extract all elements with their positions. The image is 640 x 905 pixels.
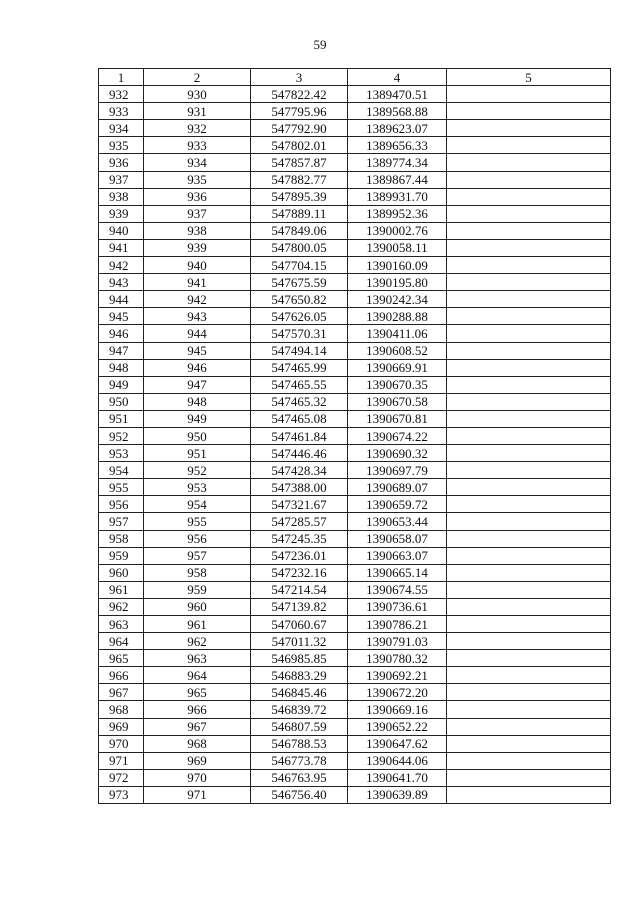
table-cell: 956 <box>99 496 144 513</box>
table-cell <box>447 616 611 633</box>
table-cell: 942 <box>99 257 144 274</box>
table-cell: 1390195.80 <box>348 274 447 291</box>
table-cell <box>447 274 611 291</box>
table-cell: 943 <box>144 308 251 325</box>
table-cell: 1390669.16 <box>348 701 447 718</box>
table-row <box>99 667 611 684</box>
table-cell <box>447 701 611 718</box>
table-cell: 939 <box>144 239 251 256</box>
table-cell <box>447 564 611 581</box>
table-cell <box>447 120 611 137</box>
table-row <box>99 513 611 530</box>
table-row <box>99 274 611 291</box>
table-row <box>99 684 611 701</box>
table-cell: 1389867.44 <box>348 171 447 188</box>
table-cell: 547822.42 <box>251 86 348 103</box>
table-cell: 971 <box>99 752 144 769</box>
table-row <box>99 291 611 308</box>
table-cell: 1389568.88 <box>348 103 447 120</box>
table-cell: 930 <box>144 86 251 103</box>
table-cell <box>447 86 611 103</box>
table-cell: 1390160.09 <box>348 257 447 274</box>
table-cell: 1390647.62 <box>348 735 447 752</box>
table-row <box>99 786 611 803</box>
table-cell: 950 <box>144 427 251 444</box>
table-row <box>99 325 611 342</box>
table-cell: 954 <box>99 462 144 479</box>
table-cell: 546883.29 <box>251 667 348 684</box>
table-cell: 940 <box>144 257 251 274</box>
table-cell: 547285.57 <box>251 513 348 530</box>
table-cell: 1390663.07 <box>348 547 447 564</box>
table-cell: 547139.82 <box>251 598 348 615</box>
table-cell: 957 <box>99 513 144 530</box>
table-row <box>99 342 611 359</box>
table-cell: 967 <box>99 684 144 701</box>
table-cell: 1389774.34 <box>348 154 447 171</box>
table-cell: 952 <box>144 462 251 479</box>
table-cell: 1390002.76 <box>348 222 447 239</box>
table-cell: 959 <box>99 547 144 564</box>
table-cell: 941 <box>144 274 251 291</box>
table-cell <box>447 154 611 171</box>
table-cell <box>447 171 611 188</box>
table-cell: 964 <box>144 667 251 684</box>
table-cell: 944 <box>144 325 251 342</box>
table-row <box>99 103 611 120</box>
table-cell: 934 <box>144 154 251 171</box>
table-cell <box>447 325 611 342</box>
table-cell: 970 <box>144 769 251 786</box>
table-cell: 955 <box>144 513 251 530</box>
table-cell <box>447 376 611 393</box>
table-row <box>99 735 611 752</box>
table-cell: 938 <box>144 222 251 239</box>
table-cell: 932 <box>144 120 251 137</box>
table-cell: 963 <box>99 616 144 633</box>
table-cell: 1390674.55 <box>348 581 447 598</box>
table-cell: 1390641.70 <box>348 769 447 786</box>
table-cell <box>447 342 611 359</box>
table-cell <box>447 188 611 205</box>
table-cell <box>447 103 611 120</box>
table-cell: 547465.08 <box>251 410 348 427</box>
column-header: 5 <box>447 69 611 86</box>
table-row <box>99 137 611 154</box>
table-cell: 956 <box>144 530 251 547</box>
table-cell: 970 <box>99 735 144 752</box>
table-cell <box>447 462 611 479</box>
table-cell: 945 <box>99 308 144 325</box>
table-cell <box>447 496 611 513</box>
table-cell: 936 <box>144 188 251 205</box>
table-row <box>99 222 611 239</box>
table-row <box>99 530 611 547</box>
table-cell: 935 <box>99 137 144 154</box>
table-cell: 939 <box>99 205 144 222</box>
table-cell: 937 <box>99 171 144 188</box>
table-cell <box>447 581 611 598</box>
table-row <box>99 86 611 103</box>
table-cell: 965 <box>144 684 251 701</box>
table-row <box>99 496 611 513</box>
table-header-row <box>99 69 611 86</box>
table-row <box>99 257 611 274</box>
table-row <box>99 359 611 376</box>
table-cell: 547895.39 <box>251 188 348 205</box>
table-row <box>99 205 611 222</box>
table-cell: 547214.54 <box>251 581 348 598</box>
table-row <box>99 171 611 188</box>
table-cell: 1390288.88 <box>348 308 447 325</box>
table-row <box>99 462 611 479</box>
table-cell: 547626.05 <box>251 308 348 325</box>
table-cell: 958 <box>99 530 144 547</box>
column-header: 4 <box>348 69 447 86</box>
table-cell: 957 <box>144 547 251 564</box>
table-cell: 971 <box>144 786 251 803</box>
table-cell: 942 <box>144 291 251 308</box>
table-row <box>99 581 611 598</box>
table-cell: 952 <box>99 427 144 444</box>
table-cell: 973 <box>99 786 144 803</box>
table-cell: 1390058.11 <box>348 239 447 256</box>
table-cell: 547446.46 <box>251 445 348 462</box>
table-cell: 1390639.89 <box>348 786 447 803</box>
table-cell: 966 <box>144 701 251 718</box>
table-cell: 958 <box>144 564 251 581</box>
table-cell: 546788.53 <box>251 735 348 752</box>
table-cell: 547060.67 <box>251 616 348 633</box>
table-cell: 546839.72 <box>251 701 348 718</box>
table-row <box>99 633 611 650</box>
table-cell: 941 <box>99 239 144 256</box>
table-cell: 933 <box>144 137 251 154</box>
table-cell: 962 <box>99 598 144 615</box>
coordinates-table <box>98 68 611 804</box>
table-cell: 972 <box>99 769 144 786</box>
table-row <box>99 650 611 667</box>
table-cell <box>447 308 611 325</box>
table-cell: 547650.82 <box>251 291 348 308</box>
table-cell: 1390692.21 <box>348 667 447 684</box>
table-cell: 1390689.07 <box>348 479 447 496</box>
table-cell: 959 <box>144 581 251 598</box>
table-cell <box>447 479 611 496</box>
table-cell <box>447 684 611 701</box>
table-cell <box>447 393 611 410</box>
table-cell: 953 <box>99 445 144 462</box>
table-cell: 547388.00 <box>251 479 348 496</box>
table-row <box>99 427 611 444</box>
column-header: 3 <box>251 69 348 86</box>
table-cell: 969 <box>144 752 251 769</box>
table-cell: 546763.95 <box>251 769 348 786</box>
table-cell: 932 <box>99 86 144 103</box>
table-cell: 1390644.06 <box>348 752 447 769</box>
table-cell: 947 <box>144 376 251 393</box>
table-cell <box>447 547 611 564</box>
table-cell: 1390670.81 <box>348 410 447 427</box>
table-cell: 1390659.72 <box>348 496 447 513</box>
table-cell: 945 <box>144 342 251 359</box>
table-cell: 1390697.79 <box>348 462 447 479</box>
table-cell: 546756.40 <box>251 786 348 803</box>
table-cell: 965 <box>99 650 144 667</box>
table-cell: 547465.55 <box>251 376 348 393</box>
table-cell <box>447 633 611 650</box>
table-cell: 961 <box>99 581 144 598</box>
table-cell: 968 <box>144 735 251 752</box>
table-cell: 1389656.33 <box>348 137 447 154</box>
table-cell: 955 <box>99 479 144 496</box>
table-cell: 949 <box>144 410 251 427</box>
table-cell: 546845.46 <box>251 684 348 701</box>
table-cell <box>447 359 611 376</box>
table-cell: 546773.78 <box>251 752 348 769</box>
table-cell: 547321.67 <box>251 496 348 513</box>
table-cell: 1390791.03 <box>348 633 447 650</box>
table-cell: 948 <box>99 359 144 376</box>
table-cell: 547245.35 <box>251 530 348 547</box>
table-cell: 933 <box>99 103 144 120</box>
table-cell: 547232.16 <box>251 564 348 581</box>
table-cell: 547675.59 <box>251 274 348 291</box>
table-cell: 953 <box>144 479 251 496</box>
table-row <box>99 154 611 171</box>
table-cell: 949 <box>99 376 144 393</box>
table-row <box>99 376 611 393</box>
table-cell: 547011.32 <box>251 633 348 650</box>
table-cell: 944 <box>99 291 144 308</box>
table-cell: 547857.87 <box>251 154 348 171</box>
column-header: 1 <box>99 69 144 86</box>
table-cell: 1389623.07 <box>348 120 447 137</box>
table-cell: 547428.34 <box>251 462 348 479</box>
table-cell: 1390674.22 <box>348 427 447 444</box>
table-cell: 951 <box>144 445 251 462</box>
table-cell: 948 <box>144 393 251 410</box>
table-row <box>99 752 611 769</box>
table-cell: 1390669.91 <box>348 359 447 376</box>
table-cell: 547800.05 <box>251 239 348 256</box>
table-cell: 547461.84 <box>251 427 348 444</box>
table-cell <box>447 769 611 786</box>
table-cell <box>447 205 611 222</box>
table-cell: 547849.06 <box>251 222 348 239</box>
table-row <box>99 564 611 581</box>
table-cell: 947 <box>99 342 144 359</box>
table-cell: 1390658.07 <box>348 530 447 547</box>
table-row <box>99 598 611 615</box>
table-cell: 967 <box>144 718 251 735</box>
table-cell: 547704.15 <box>251 257 348 274</box>
table-row <box>99 308 611 325</box>
table-row <box>99 239 611 256</box>
table-cell: 964 <box>99 633 144 650</box>
table-cell: 951 <box>99 410 144 427</box>
table-cell: 547889.11 <box>251 205 348 222</box>
table-cell: 547795.96 <box>251 103 348 120</box>
table-cell: 547570.31 <box>251 325 348 342</box>
table-cell: 1390411.06 <box>348 325 447 342</box>
table-cell <box>447 530 611 547</box>
page-number: 59 <box>313 37 327 52</box>
table-cell: 547802.01 <box>251 137 348 154</box>
table-cell <box>447 410 611 427</box>
table-cell: 968 <box>99 701 144 718</box>
table-cell: 954 <box>144 496 251 513</box>
table-cell: 547236.01 <box>251 547 348 564</box>
table-cell <box>447 513 611 530</box>
table-cell: 1390736.61 <box>348 598 447 615</box>
table-cell: 547465.99 <box>251 359 348 376</box>
table-cell <box>447 598 611 615</box>
table-cell: 937 <box>144 205 251 222</box>
table-cell <box>447 735 611 752</box>
table-cell: 960 <box>144 598 251 615</box>
table-row <box>99 445 611 462</box>
table-cell: 1389952.36 <box>348 205 447 222</box>
table-cell <box>447 650 611 667</box>
table-cell: 936 <box>99 154 144 171</box>
table-cell: 935 <box>144 171 251 188</box>
column-header: 2 <box>144 69 251 86</box>
table-cell: 966 <box>99 667 144 684</box>
table-cell: 940 <box>99 222 144 239</box>
table-cell: 1390670.35 <box>348 376 447 393</box>
table-cell: 946 <box>99 325 144 342</box>
table-cell: 547494.14 <box>251 342 348 359</box>
table-cell <box>447 445 611 462</box>
table-cell <box>447 222 611 239</box>
table-cell: 969 <box>99 718 144 735</box>
table-cell <box>447 137 611 154</box>
table-cell: 931 <box>144 103 251 120</box>
table-cell: 934 <box>99 120 144 137</box>
table-cell <box>447 786 611 803</box>
table-cell <box>447 752 611 769</box>
table-row <box>99 120 611 137</box>
table-cell: 1390242.34 <box>348 291 447 308</box>
table-cell: 546807.59 <box>251 718 348 735</box>
table-cell <box>447 718 611 735</box>
table-cell: 1390786.21 <box>348 616 447 633</box>
table-cell: 946 <box>144 359 251 376</box>
table-cell <box>447 667 611 684</box>
table-cell: 1390608.52 <box>348 342 447 359</box>
table-cell <box>447 291 611 308</box>
table-cell <box>447 427 611 444</box>
table-body <box>99 86 611 804</box>
table-cell: 963 <box>144 650 251 667</box>
table-cell: 547792.90 <box>251 120 348 137</box>
table-cell: 960 <box>99 564 144 581</box>
table-cell: 547882.77 <box>251 171 348 188</box>
table-cell: 1390780.32 <box>348 650 447 667</box>
table-row <box>99 547 611 564</box>
table-row <box>99 479 611 496</box>
table-cell: 1390653.44 <box>348 513 447 530</box>
table-cell: 547465.32 <box>251 393 348 410</box>
table-cell: 1389470.51 <box>348 86 447 103</box>
table-row <box>99 718 611 735</box>
table-cell <box>447 257 611 274</box>
table-row <box>99 393 611 410</box>
table-cell: 1389931.70 <box>348 188 447 205</box>
table-row <box>99 616 611 633</box>
table-cell: 1390670.58 <box>348 393 447 410</box>
table-cell: 943 <box>99 274 144 291</box>
table-cell: 546985.85 <box>251 650 348 667</box>
table-cell: 1390672.20 <box>348 684 447 701</box>
table-row <box>99 701 611 718</box>
table-cell <box>447 239 611 256</box>
table-cell: 961 <box>144 616 251 633</box>
table-cell: 950 <box>99 393 144 410</box>
table-row <box>99 769 611 786</box>
table-row <box>99 410 611 427</box>
table-cell: 1390690.32 <box>348 445 447 462</box>
table-cell: 962 <box>144 633 251 650</box>
table-cell: 938 <box>99 188 144 205</box>
table-cell: 1390652.22 <box>348 718 447 735</box>
table-row <box>99 188 611 205</box>
table-cell: 1390665.14 <box>348 564 447 581</box>
